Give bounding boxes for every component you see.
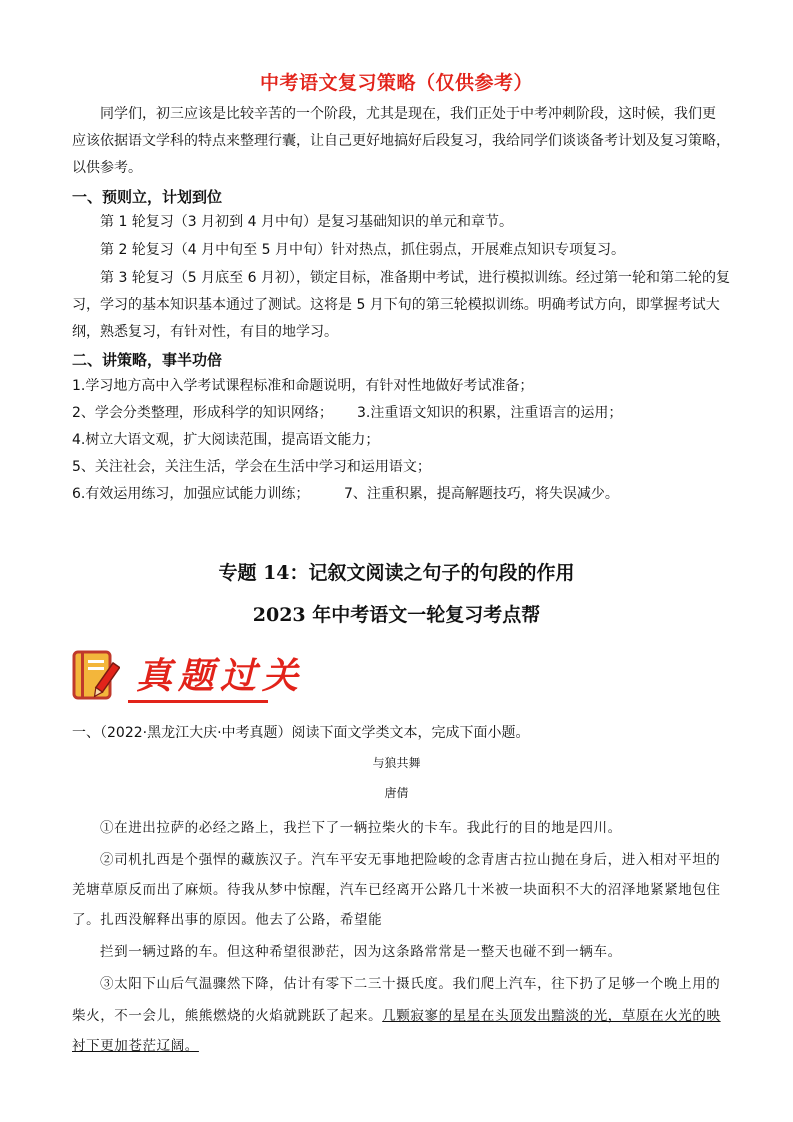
banner-title: 真题过关: [136, 655, 305, 697]
topic-title: 专题 14：记叙文阅读之句子的句段的作用: [218, 562, 575, 584]
banner-underline: [128, 700, 268, 703]
story-paragraph-3-line-1: ③太阳下山后气温骤然下降，估计有零下二三十摄氏度。我们爬上汽车，往下扔了足够一个晚上用的: [100, 976, 721, 992]
section-1-heading: 一、预则立，计划到位: [72, 188, 223, 206]
story-paragraph-3-line-2: [72, 1004, 721, 1024]
story-paragraph-1: ①在进出拉萨的必经之路上，我拦下了一辆拉柴火的卡车。我此行的目的地是四川。: [100, 820, 622, 836]
strategy-item-1: 1.学习地方高中入学考试课程标准和命题说明，有针对性地做好考试准备；: [72, 378, 534, 394]
strategy-item-5: 5、关注社会，关注生活，学会在生活中学习和运用语文；: [72, 459, 431, 475]
round-1-text: 第 1 轮复习（3 月初到 4 月中旬）是复习基础知识的单元和章节。: [100, 214, 513, 230]
intro-paragraph-line-3: 以供参考。: [72, 160, 142, 176]
intro-title: 中考语文复习策略（仅供参考）: [259, 72, 533, 94]
strategy-item-6: 6.有效运用练习，加强应试能力训练；: [72, 486, 310, 502]
question-prompt: 一、（2022·黑龙江大庆·中考真题）阅读下面文学类文本，完成下面小题。: [72, 725, 530, 741]
section-2-heading: 二、讲策略，事半功倍: [72, 351, 223, 369]
underlined-sentence-part-2: 衬下更加苍茫辽阔。: [72, 1038, 199, 1054]
story-title: 与狼共舞: [372, 756, 421, 770]
book-pencil-icon: [72, 650, 120, 702]
topic-subtitle: 2023 年中考语文一轮复习考点帮: [252, 604, 541, 626]
story-paragraph-3-text: 柴火，不一会儿，熊熊燃烧的火焰就跳跃了起来。: [72, 1008, 383, 1024]
round-3-text-line-1: 第 3 轮复习（5 月底至 6 月初），锁定目标，准备期中考试，进行模拟训练。经过第一轮和第二轮的复: [100, 270, 730, 286]
round-3-text-line-2: 习，学习的基本知识基本通过了测试。这将是 5 月下旬的第三轮模拟训练。明确考试方向，即掌握考试大: [72, 297, 720, 313]
round-3-text-line-3: 纲，熟悉复习，有针对性，有目的地学习。: [72, 324, 338, 340]
story-paragraph-2-line-1: ②司机扎西是个强悍的藏族汉子。汽车平安无事地把险峻的念青唐古拉山抛在身后，进入相对平坦的: [100, 852, 721, 868]
story-paragraph-2-line-3: 了。扎西没解释出事的原因。他去了公路，希望能: [72, 912, 383, 928]
round-2-text: 第 2 轮复习（4 月中旬至 5 月中旬）针对热点，抓住弱点，开展难点知识专项复习。: [100, 242, 625, 258]
strategy-item-4: 4.树立大语文观，扩大阅读范围，提高语文能力；: [72, 432, 380, 448]
story-author: 唐倩: [384, 786, 409, 800]
story-paragraph-2-line-2: 羌塘草原反而出了麻烦。待我从梦中惊醒，汽车已经离开公路几十米被一块面积不大的沼泽地紧紧地包住: [72, 882, 721, 898]
strategy-item-2: 2、学会分类整理，形成科学的知识网络；: [72, 405, 333, 421]
intro-paragraph-line-2: 应该依据语文学科的特点来整理行囊，让自己更好地搞好后段复习，我给同学们谈谈备考计划及复习策略，: [72, 133, 730, 149]
story-paragraph-2-line-4: 拦到一辆过路的车。但这种希望很渺茫，因为这条路常常是一整天也碰不到一辆车。: [100, 944, 622, 960]
strategy-item-3: 3.注重语文知识的积累，注重语言的运用；: [357, 405, 623, 421]
strategy-item-7: 7、注重积累，提高解题技巧，将失误减少。: [344, 486, 619, 502]
underlined-sentence-part-1: 几颗寂寥的星星在头顶发出黯淡的光，草原在火光的映: [382, 1008, 721, 1024]
intro-paragraph-line-1: 同学们，初三应该是比较辛苦的一个阶段，尤其是现在，我们正处于中考冲刺阶段，这时候，我们更: [100, 106, 716, 122]
